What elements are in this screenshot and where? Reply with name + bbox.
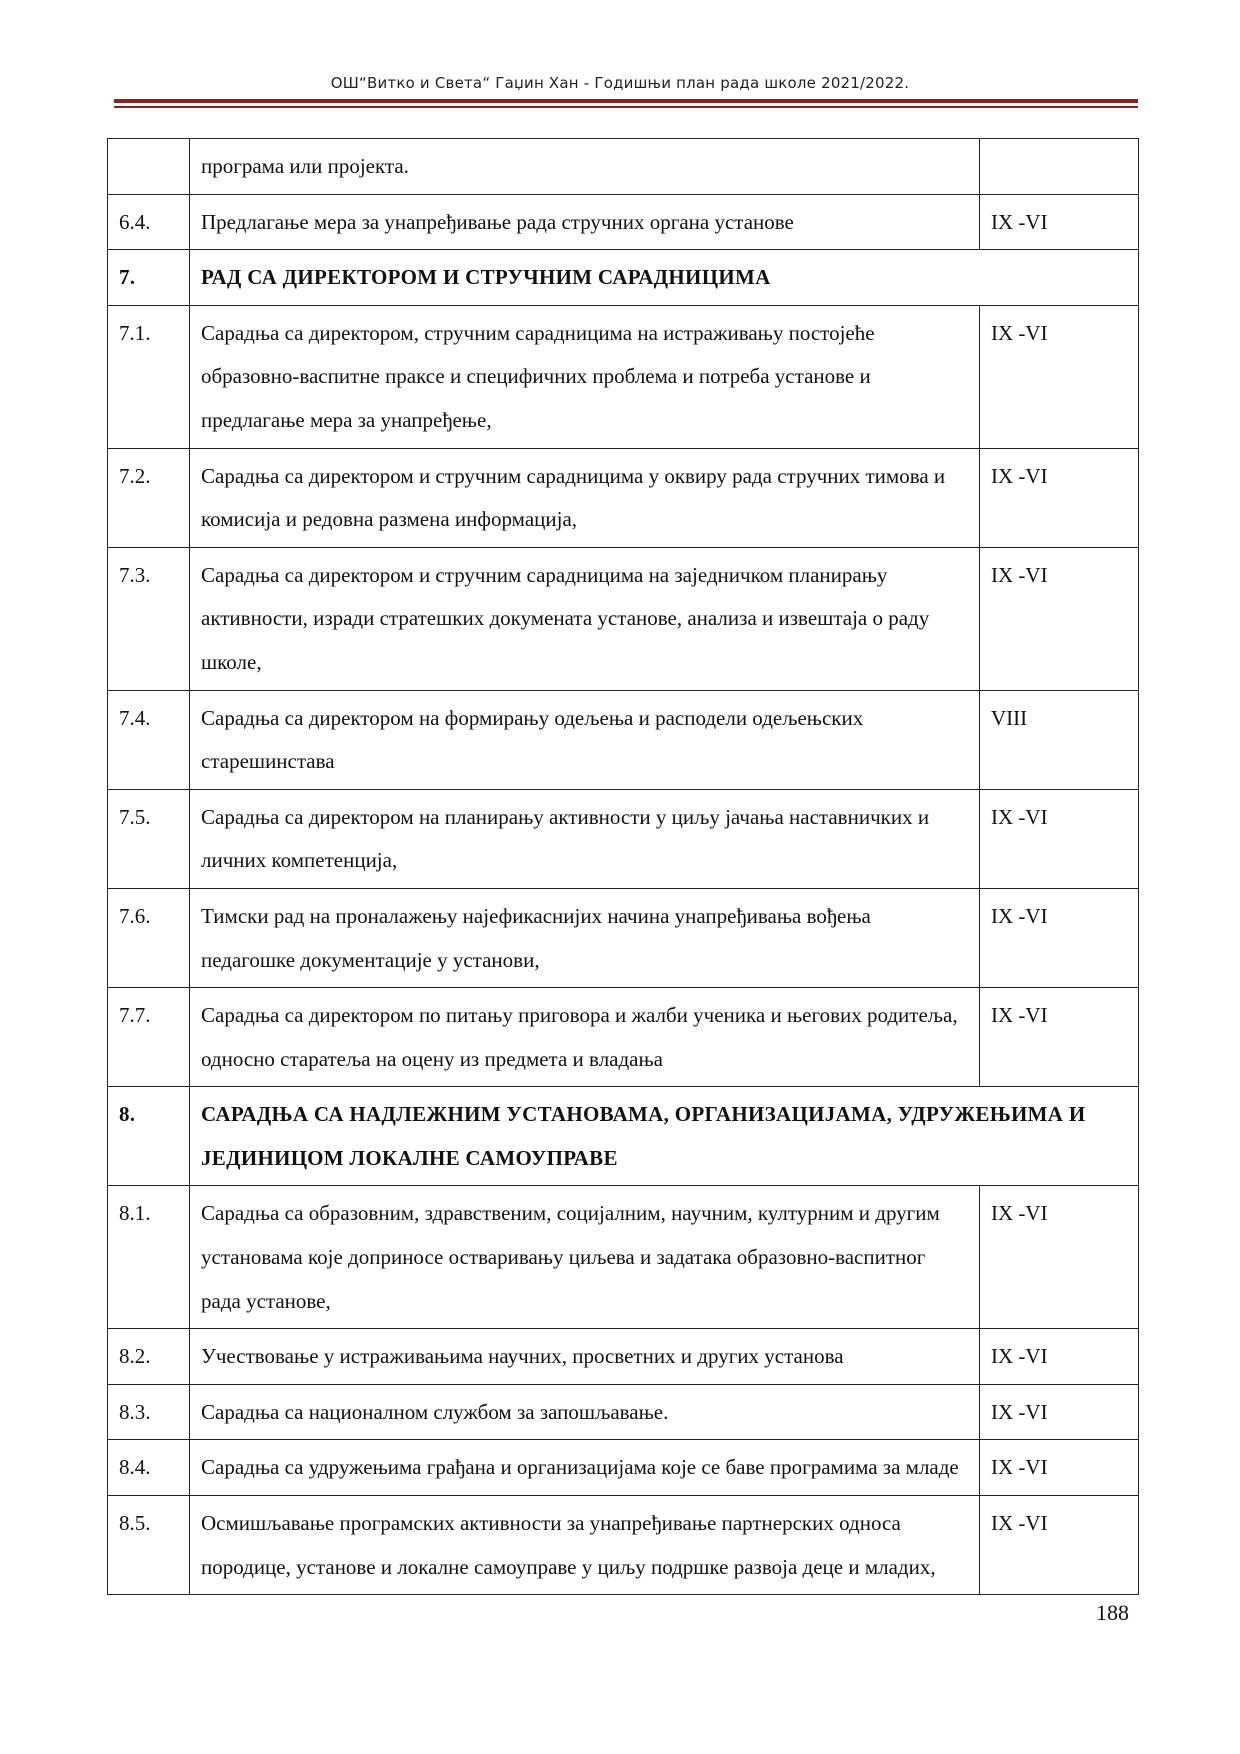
activity-plan-table (107, 138, 1139, 1595)
row-number: 7. (108, 250, 190, 306)
activity-description: Сарадња са директором на формирању одељења и расподели одељењских старешинстава (190, 690, 980, 789)
table-row (108, 690, 1139, 789)
row-number: 6.4. (108, 194, 190, 250)
time-period: IX -VI (980, 789, 1139, 888)
time-period: IX -VI (980, 305, 1139, 448)
time-period: IX -VI (980, 547, 1139, 690)
table-row (108, 988, 1139, 1087)
table-row (108, 888, 1139, 987)
row-number: 7.7. (108, 988, 190, 1087)
time-period: IX -VI (980, 194, 1139, 250)
time-period: IX -VI (980, 1496, 1139, 1595)
table-row (108, 1329, 1139, 1385)
time-period (980, 139, 1139, 195)
row-number: 7.2. (108, 448, 190, 547)
row-number: 7.1. (108, 305, 190, 448)
row-number: 8.3. (108, 1384, 190, 1440)
activity-description: Учествовање у истраживањима научних, просветних и других установа (190, 1329, 980, 1385)
row-number: 7.4. (108, 690, 190, 789)
time-period: IX -VI (980, 1329, 1139, 1385)
row-number: 7.3. (108, 547, 190, 690)
table-row (108, 1496, 1139, 1595)
row-number (108, 139, 190, 195)
row-number: 8.4. (108, 1440, 190, 1496)
table-row (108, 448, 1139, 547)
activity-description: Сарадња са директором, стручним сарадницима на истраживању постојеће образовно-васпитне праксе и специфичних проблема и потреба установе и предлагање мера за унапређење, (190, 305, 980, 448)
row-number: 7.6. (108, 888, 190, 987)
activity-description: Осмишљавање програмских активности за унапређивање партнерских односа породице, установе и локалне самоуправе у циљу подршке развоја деце и младих, (190, 1496, 980, 1595)
activity-description: Сарадња са директором по питању приговора и жалби ученика и његових родитеља, односно старатеља на оцену из предмета и владања (190, 988, 980, 1087)
section-row (108, 1087, 1139, 1186)
time-period: IX -VI (980, 1440, 1139, 1496)
table-row (108, 194, 1139, 250)
time-period: IX -VI (980, 988, 1139, 1087)
time-period: IX -VI (980, 1186, 1139, 1329)
header-rule-thick (114, 99, 1138, 103)
table-row (108, 547, 1139, 690)
activity-description: Тимски рад на проналажењу најефикаснијих начина унапређивања вођења педагошке документације у установи, (190, 888, 980, 987)
activity-description: Сарадња са образовним, здравственим, социјалним, научним, културним и другим установама које доприносе остваривању циљева и задатака образовно-васпитног рада установе, (190, 1186, 980, 1329)
page-header: ОШ“Витко и Света“ Гаџин Хан - Годишњи план рада школе 2021/2022. (330, 74, 910, 92)
table-row (108, 1440, 1139, 1496)
row-number: 8.5. (108, 1496, 190, 1595)
row-number: 8. (108, 1087, 190, 1186)
activity-description: Сарадња са директором на планирању активности у циљу јачања наставничких и личних компетенција, (190, 789, 980, 888)
table-row (108, 305, 1139, 448)
section-title: РАД СА ДИРЕКТОРОМ И СТРУЧНИМ САРАДНИЦИМА (190, 250, 1139, 306)
activity-description: Сарадња са националном службом за запошљавање. (190, 1384, 980, 1440)
table-row (108, 1186, 1139, 1329)
time-period: IX -VI (980, 448, 1139, 547)
row-number: 7.5. (108, 789, 190, 888)
time-period: VIII (980, 690, 1139, 789)
row-number: 8.1. (108, 1186, 190, 1329)
activity-description: програма или пројекта. (190, 139, 980, 195)
header-rule-thin (114, 106, 1138, 108)
table-row (108, 789, 1139, 888)
time-period: IX -VI (980, 1384, 1139, 1440)
activity-description: Сарадња са директором и стручним сарадницима у оквиру рада стручних тимова и комисија и редовна размена информација, (190, 448, 980, 547)
section-row (108, 250, 1139, 306)
time-period: IX -VI (980, 888, 1139, 987)
row-number: 8.2. (108, 1329, 190, 1385)
activity-description: Сарадња са удружењима грађана и организацијама које се баве програмима за младе (190, 1440, 980, 1496)
table-row (108, 1384, 1139, 1440)
activity-description: Сарадња са директором и стручним сарадницима на заједничком планирању активности, изради стратешких докумената установе, анализа и извештаја о раду школе, (190, 547, 980, 690)
activity-description: Предлагање мера за унапређивање рада стручних органа установе (190, 194, 980, 250)
plan-table-body (108, 139, 1139, 1595)
page-number: 188 (1096, 1600, 1129, 1625)
section-title: САРАДЊА СА НАДЛЕЖНИМ УСТАНОВАМА, ОРГАНИЗАЦИЈАМА, УДРУЖЕЊИМА И ЈЕДИНИЦОМ ЛОКАЛНЕ САМОУПРАВЕ (190, 1087, 1139, 1186)
table-row (108, 139, 1139, 195)
